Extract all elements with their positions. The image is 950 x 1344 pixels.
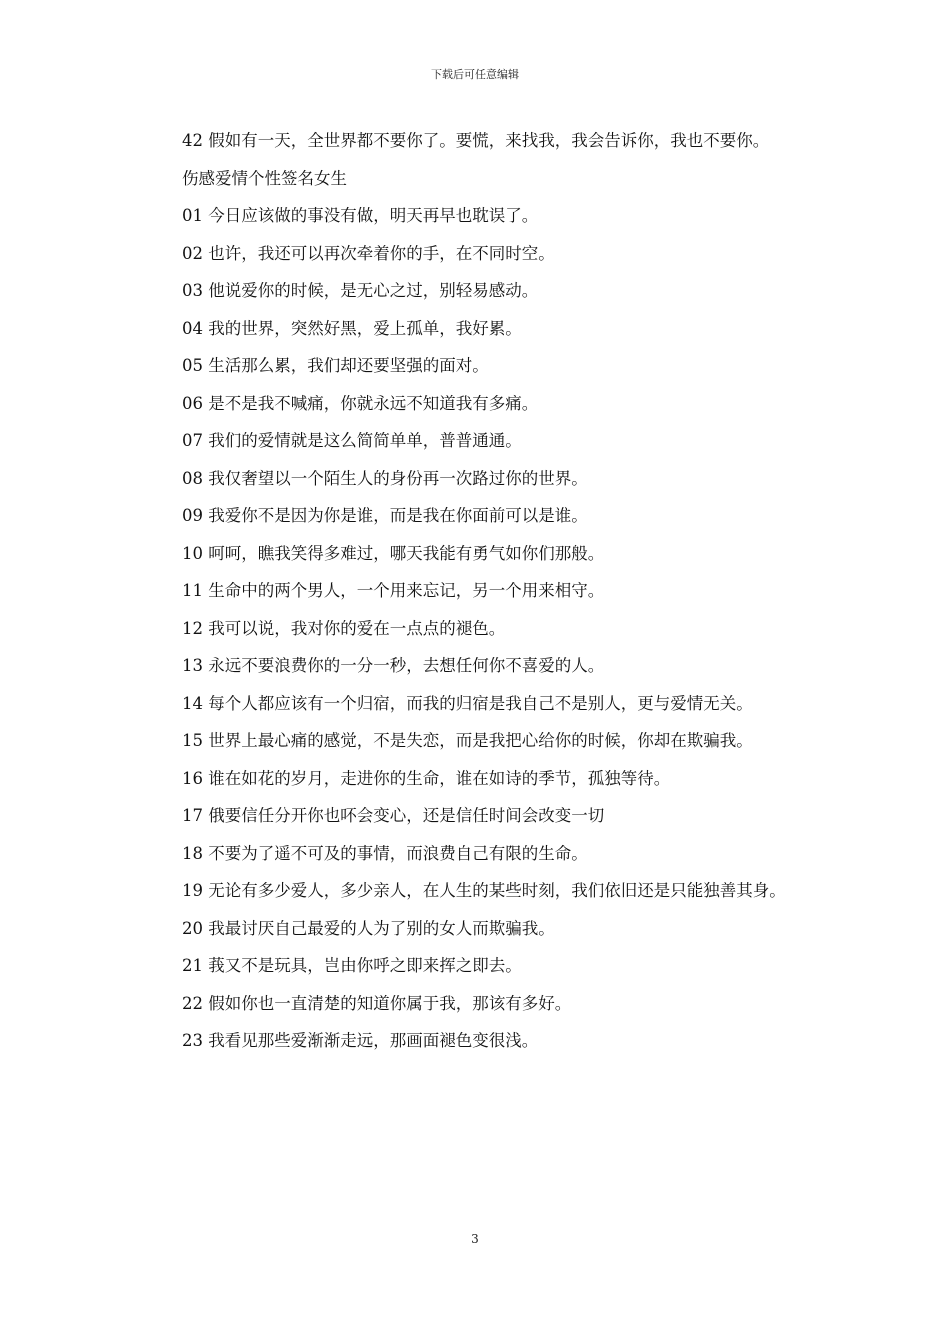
paragraph: 07 我们的爱情就是这么简简单单，普普通通。 <box>182 431 522 450</box>
paragraph: 10 呵呵，瞧我笑得多难过，哪天我能有勇气如你们那般。 <box>182 543 605 563</box>
paragraph: 21 莪又不是玩具，岂由你呼之即来挥之即去。 <box>182 956 522 975</box>
paragraph: 04 我的世界，突然好黑，爱上孤单，我好累。 <box>182 318 522 338</box>
page-body <box>145 122 810 1060</box>
paragraph: 20 我最讨厌自己最爱的人为了别的女人而欺骗我。 <box>182 918 555 938</box>
page-number: 3 <box>471 1232 479 1246</box>
page-header: 下载后可任意编辑 <box>431 68 519 81</box>
paragraph: 06 是不是我不喊痛，你就永远不知道我有多痛。 <box>182 393 539 413</box>
paragraph: 16 谁在如花的岁月，走进你的生命，谁在如诗的季节，孤独等待。 <box>182 768 671 788</box>
paragraph: 42 假如有一天，全世界都不要你了。要慌，来找我，我会告诉你，我也不要你。 <box>182 131 770 150</box>
paragraph: 03 他说爱你的时候，是无心之过，别轻易感动。 <box>182 281 539 300</box>
paragraph: 19 无论有多少爱人，多少亲人，在人生的某些时刻，我们依旧还是只能独善其身。 <box>182 881 786 900</box>
paragraph: 13 永远不要浪费你的一分一秒，去想任何你不喜爱的人。 <box>182 656 605 675</box>
paragraph: 09 我爱你不是因为你是谁，而是我在你面前可以是谁。 <box>182 506 588 525</box>
section-heading: 伤感爱情个性签名女生 <box>182 168 347 188</box>
paragraph: 17 俄要信任分开你也吥会变心，还是信任时间会改变一切 <box>182 806 605 825</box>
paragraph: 01 今日应该做的事没有做，明天再早也耽误了。 <box>182 206 539 225</box>
paragraph: 22 假如你也一直清楚的知道你属于我，那该有多好。 <box>182 993 572 1013</box>
paragraph: 15 世界上最心痛的感觉，不是失恋，而是我把心给你的时候，你却在欺骗我。 <box>182 731 753 750</box>
paragraph: 23 我看见那些爱渐渐走远，那画面褪色变很浅。 <box>182 1031 539 1050</box>
paragraph: 12 我可以说，我对你的爱在一点点的褪色。 <box>182 618 506 638</box>
paragraph: 08 我仅奢望以一个陌生人的身份再一次路过你的世界。 <box>182 468 588 488</box>
paragraph: 05 生活那么累，我们却还要坚强的面对。 <box>182 356 489 375</box>
paragraph: 02 也许，我还可以再次牵着你的手，在不同时空。 <box>182 243 555 263</box>
paragraph: 18 不要为了遥不可及的事情，而浪费自己有限的生命。 <box>182 843 588 863</box>
paragraph: 11 生命中的两个男人，一个用来忘记，另一个用来相守。 <box>182 581 605 600</box>
paragraph: 14 每个人都应该有一个归宿，而我的归宿是我自己不是别人，更与爱情无关。 <box>182 693 753 713</box>
